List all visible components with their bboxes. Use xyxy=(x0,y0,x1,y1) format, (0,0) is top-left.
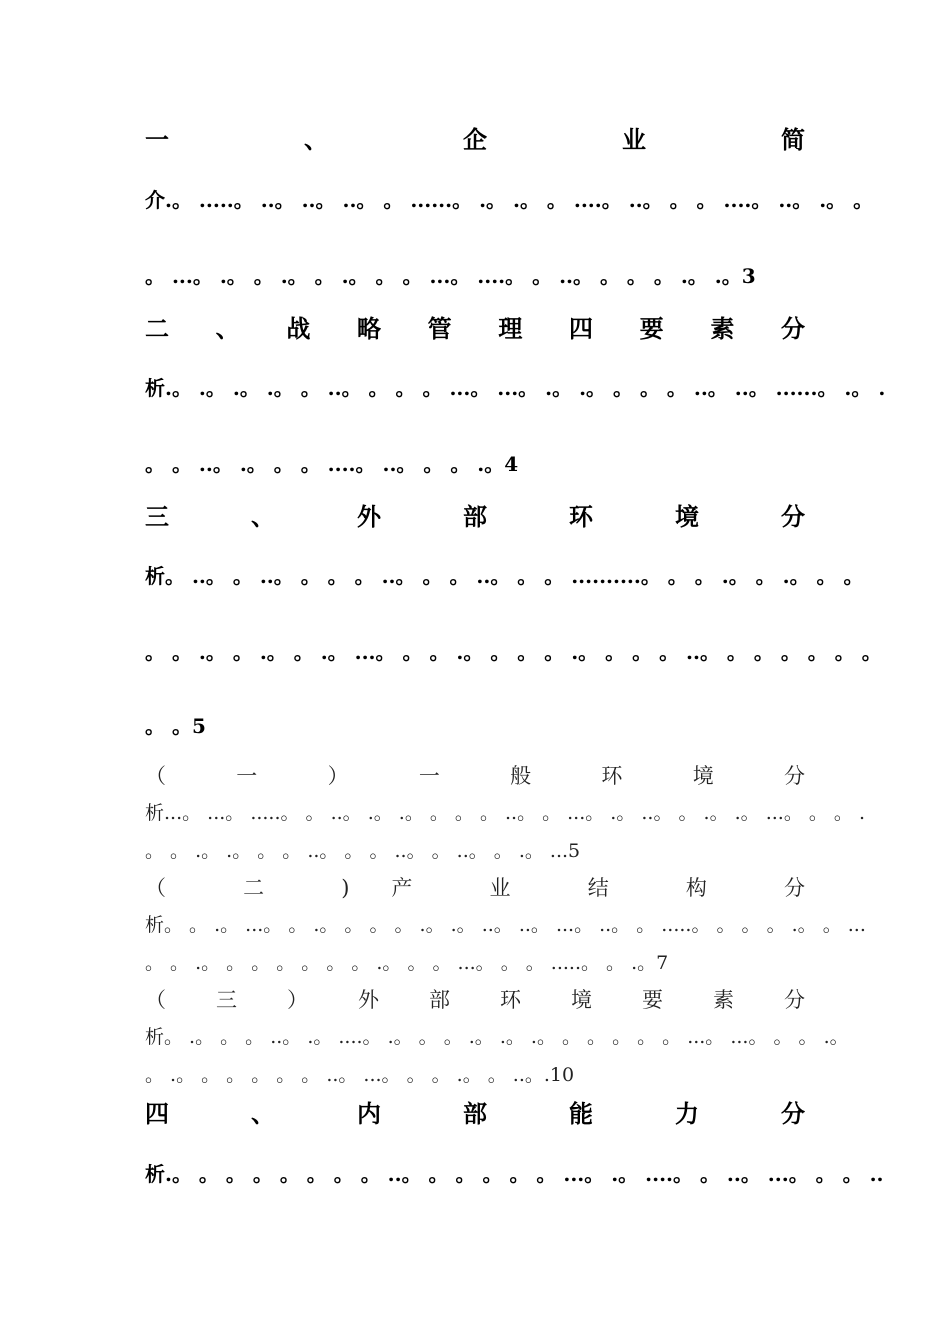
toc-leader-4a: 析.。 。 。 。 。 。 。 。 ..。 。 。 。 。 。 ...。 .。 ....。 。 ..。 ...。 。 。 .. xyxy=(145,1162,884,1186)
toc-heading-4[interactable]: 四 、 内 部 能 力 分 xyxy=(145,1099,805,1128)
toc-leader-3-2b: 。 。 .。 。 。 。 。 。 。 .。 。 。 ...。 。 。 .....。 。 .。7 xyxy=(145,952,669,974)
toc-heading-1[interactable]: 一 、 企 业 简 xyxy=(145,125,805,154)
toc-leader-1a: 介.。 .....。 ..。 ..。 ..。 。 ......。 .。 .。 。 ....。 ..。 。 。 ....。 ..。 .。 。 xyxy=(145,188,874,212)
toc-leader-3-2a: 析。 。 .。 ...。 。 .。 。 。 。 .。 .。 ..。 ..。 ...。 ..。 。 .....。 。 。 。 .。 。 ... xyxy=(145,914,866,936)
toc-leader-3-3a: 析。 .。 。 。 ..。 .。 ....。 .。 。 。 .。 .。 .。 。 。 。 。 。 ...。 ...。 。 。 .。 xyxy=(145,1026,849,1048)
toc-heading-2[interactable]: 二 、 战 略 管 理 四 要 素 分 xyxy=(145,314,805,343)
toc-leader-3-1a: 析...。 ...。 .....。 。 ..。 .。 .。 。 。 。 ..。 。 ...。 .。 ..。 。 .。 .。 ...。 。 。 . xyxy=(145,802,865,824)
toc-leader-3b: 。 。 .。 。 .。 。 .。 ...。 。 。 .。 。 。 。 .。 。 。 。 ..。 。 。 。 。 。 。 xyxy=(145,640,882,664)
toc-leader-3a: 析。 ..。 。 ..。 。 。 。 ..。 。 。 ..。 。 。 ..........。 。 。 .。 。 .。 。 。 xyxy=(145,564,864,588)
toc-heading-3[interactable]: 三 、 外 部 环 境 分 xyxy=(145,502,805,531)
toc-leader-1b: 。 ...。 .。 。 .。 。 .。 。 。 ...。 ....。 。 ..。 。 。 。 .。 .。3 xyxy=(145,264,756,288)
toc-subheading-3-1[interactable]: （ 一 ） 一 般 环 境 分 xyxy=(145,764,805,788)
toc-leader-2b: 。 。 ..。 .。 。 。 ....。 ..。 。 。 .。4 xyxy=(145,452,519,476)
toc-leader-2a: 析.。 .。 .。 .。 。 ..。 。 。 。 ...。 ...。 .。 .。 。 。 。 ..。 ..。 ......。 .。 . xyxy=(145,376,886,400)
toc-subheading-3-2[interactable]: （ 二 ) 产 业 结 构 分 xyxy=(145,876,805,900)
toc-leader-3-3b: 。 .。 。 。 。 。 。 ..。 ...。 。 。 .。 。 ..。.10 xyxy=(145,1064,575,1086)
toc-leader-3c: 。 。5 xyxy=(145,714,206,738)
toc-subheading-3-3[interactable]: （ 三 ） 外 部 环 境 要 素 分 xyxy=(145,988,805,1012)
toc-leader-3-1b: 。 。 .。 .。 。 。 ..。 。 。 ..。 。 ..。 。 .。 ...5 xyxy=(145,840,581,862)
